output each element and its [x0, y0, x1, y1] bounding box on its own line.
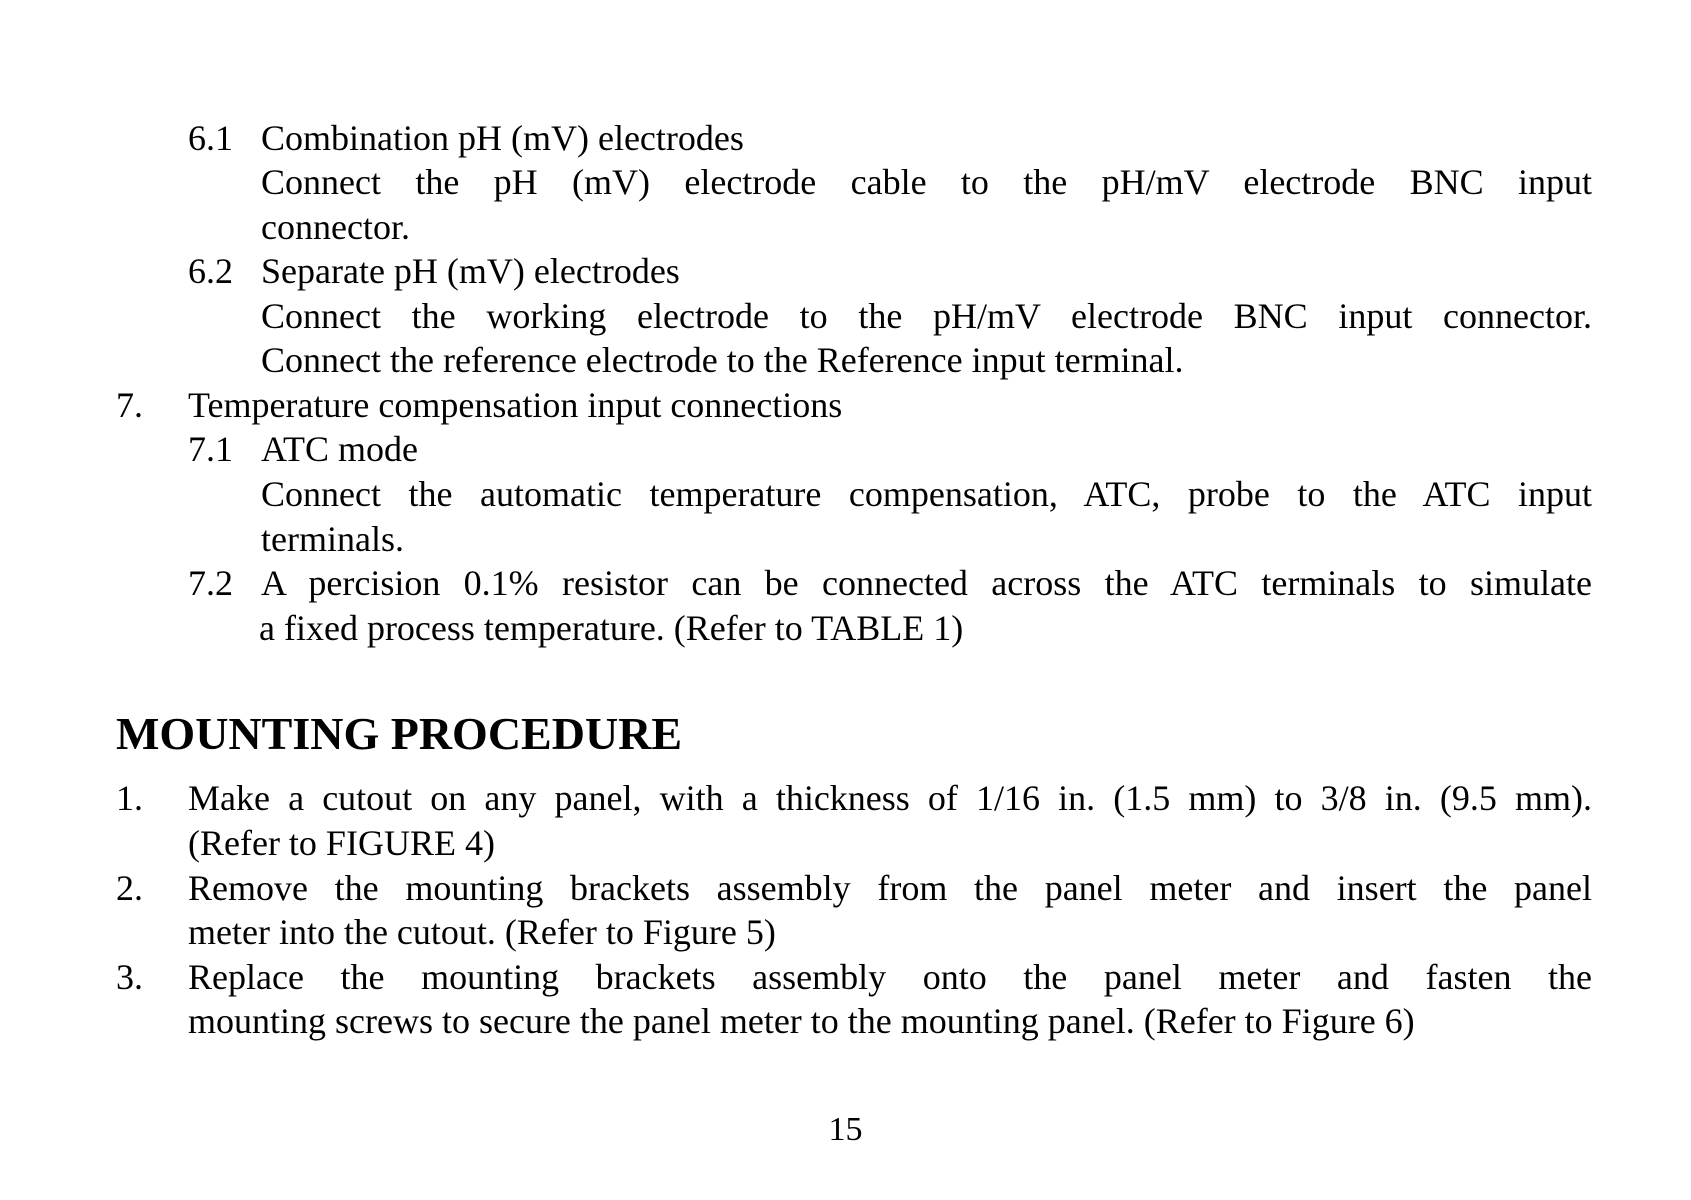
- section-title-7: Temperature compensation input connections: [188, 385, 843, 425]
- mounting-step-2-line-2: meter into the cutout. (Refer to Figure 5): [188, 912, 776, 952]
- section-title-6-2: Separate pH (mV) electrodes: [261, 251, 680, 291]
- mounting-step-3-line-1: Replace the mounting brackets assembly onto the panel meter and fasten the: [188, 957, 1592, 997]
- mounting-step-3-line-2: mounting screws to secure the panel meter to the mounting panel. (Refer to Figure 6): [188, 1001, 1415, 1041]
- mounting-step-number-2: 2.: [116, 868, 143, 908]
- page-number: 15: [828, 1111, 863, 1148]
- mounting-step-1-line-1: Make a cutout on any panel, with a thickness of 1/16 in. (1.5 mm) to 3/8 in. (9.5 mm).: [188, 778, 1592, 818]
- section-number-6-1: 6.1: [188, 118, 233, 158]
- section-6-2-line-2: Connect the reference electrode to the Reference input terminal.: [261, 340, 1184, 380]
- section-number-7: 7.: [116, 385, 143, 425]
- section-7-2-line-2: a fixed process temperature. (Refer to TABLE 1): [259, 608, 964, 648]
- mounting-step-number-1: 1.: [116, 778, 143, 818]
- section-6-1-line-1: Connect the pH (mV) electrode cable to the pH/mV electrode BNC input: [261, 162, 1592, 202]
- mounting-procedure-heading: MOUNTING PROCEDURE: [116, 708, 683, 759]
- mounting-step-number-3: 3.: [116, 957, 143, 997]
- section-title-6-1: Combination pH (mV) electrodes: [261, 118, 744, 158]
- section-number-7-1: 7.1: [188, 429, 233, 469]
- section-7-1-line-2: terminals.: [261, 519, 404, 559]
- section-number-6-2: 6.2: [188, 251, 233, 291]
- mounting-step-1-line-2: (Refer to FIGURE 4): [188, 823, 495, 863]
- section-number-7-2: 7.2: [188, 563, 233, 603]
- section-7-2-line-1: A percision 0.1% resistor can be connected across the ATC terminals to simulate: [261, 563, 1592, 603]
- section-title-7-1: ATC mode: [261, 429, 418, 469]
- section-7-1-line-1: Connect the automatic temperature compensation, ATC, probe to the ATC input: [261, 474, 1592, 514]
- section-6-1-line-2: connector.: [261, 207, 410, 247]
- section-6-2-line-1: Connect the working electrode to the pH/mV electrode BNC input connector.: [261, 296, 1592, 336]
- mounting-step-2-line-1: Remove the mounting brackets assembly from the panel meter and insert the panel: [188, 868, 1592, 908]
